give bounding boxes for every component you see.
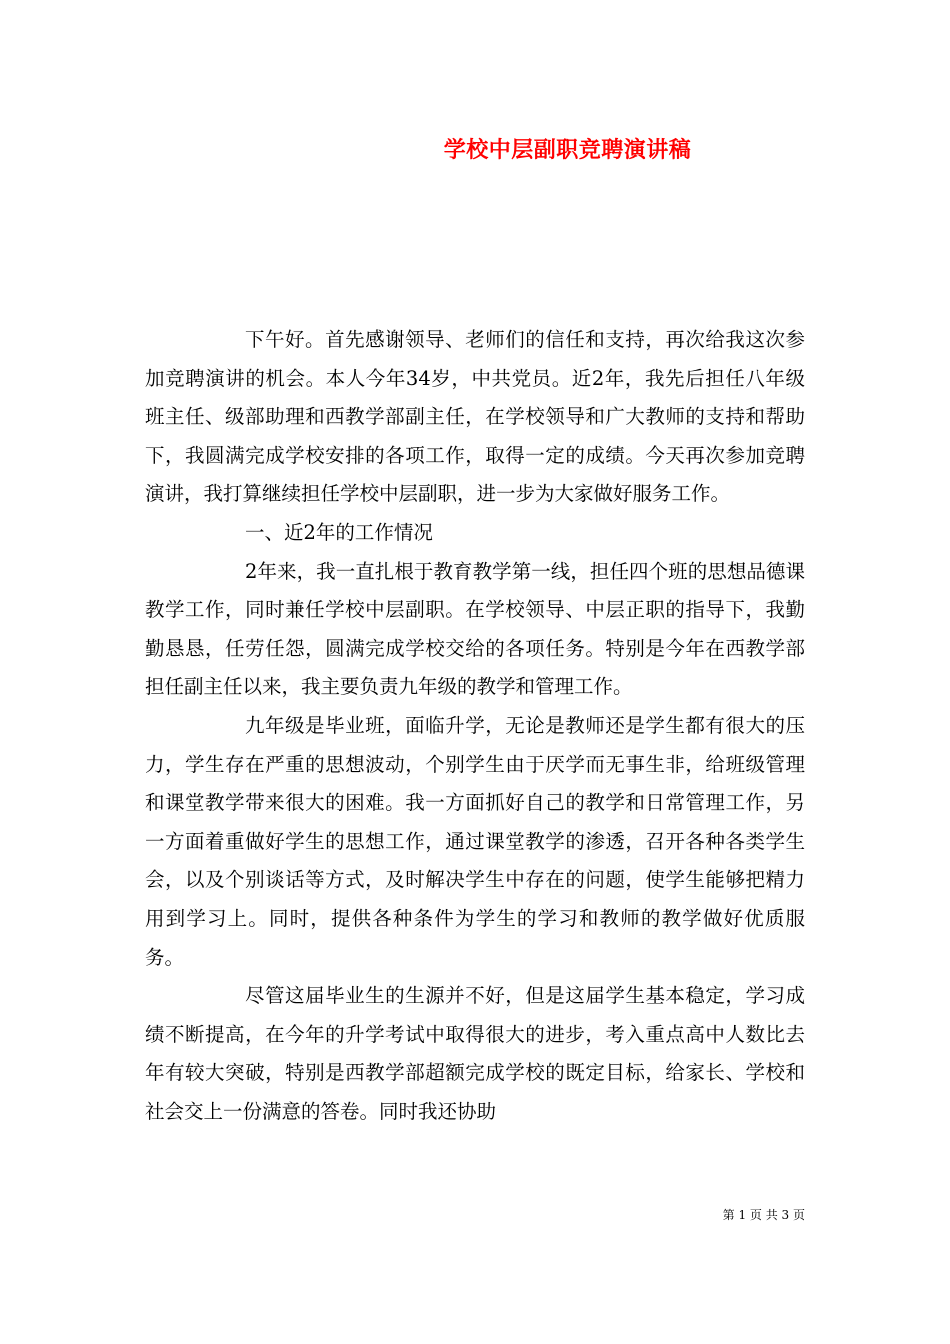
document-title: 学校中层副职竞聘演讲稿 — [443, 137, 692, 163]
section-heading-work-summary: 一、近2年的工作情况 — [245, 520, 433, 544]
paragraph-grade-nine: 九年级是毕业班，面临升学，无论是教师还是学生都有很大的压力，学生存在严重的思想波动，个别学生由于厌学而无事生非，给班级管理和课堂教学带来很大的困难。我一方面抓好自己的教学和日常管理工作，另一方面着重做好学生的思想工作，通过课堂教学的渗透，召开各种各类学生会，以及个别谈话等方式，及时解决学生中存在的问题，使学生能够把精力用到学习上。同时，提供各种条件为学生的学习和教师的教学做好优质服务。 — [145, 713, 805, 969]
page-number-footer: 第 1 页 共 3 页 — [722, 1208, 805, 1222]
paragraph-teaching-duties: 2年来，我一直扎根于教育教学第一线，担任四个班的思想品德课教学工作，同时兼任学校中层副职。在学校领导、中层正职的指导下，我勤勤恳恳，任劳任怨，圆满完成学校交给的各项任务。特别是今年在西教学部担任副主任以来，我主要负责九年级的教学和管理工作。 — [145, 559, 805, 699]
paragraph-greeting: 下午好。首先感谢领导、老师们的信任和支持，再次给我这次参加竞聘演讲的机会。本人今年34岁，中共党员。近2年，我先后担任八年级班主任、级部助理和西教学部副主任，在学校领导和广大教师的支持和帮助下，我圆满完成学校安排的各项工作，取得一定的成绩。今天再次参加竞聘演讲，我打算继续担任学校中层副职，进一步为大家做好服务工作。 — [145, 328, 805, 506]
paragraph-results: 尽管这届毕业生的生源并不好，但是这届学生基本稳定，学习成绩不断提高，在今年的升学考试中取得很大的进步，考入重点高中人数比去年有较大突破，特别是西教学部超额完成学校的既定目标，给家长、学校和社会交上一份满意的答卷。同时我还协助 — [145, 984, 805, 1123]
document-body — [145, 321, 805, 1131]
